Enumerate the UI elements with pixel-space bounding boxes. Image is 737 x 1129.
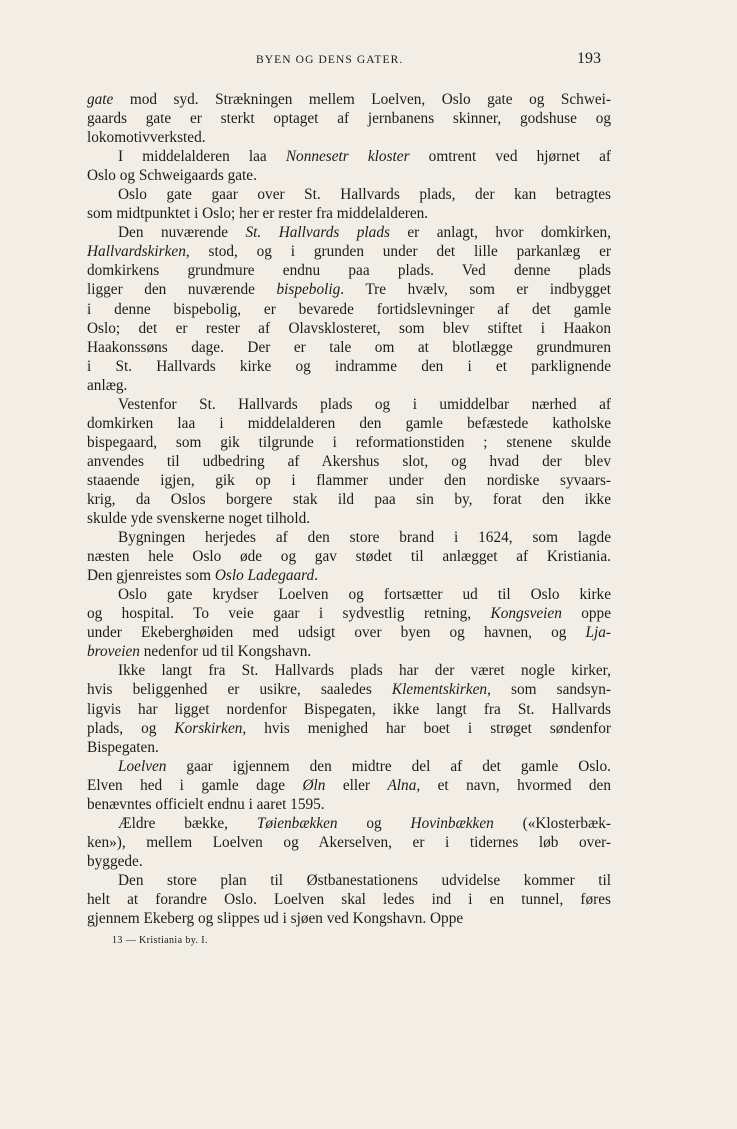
- italic-term: Alna: [387, 776, 417, 794]
- text-line: [87, 280, 611, 299]
- text-run: Den gjenreistes som: [87, 567, 215, 585]
- text-run: anlæg.: [87, 376, 128, 394]
- text-line: [87, 528, 611, 547]
- italic-term: Oslo Ladegaard: [214, 567, 315, 585]
- text-line: [87, 490, 611, 509]
- text-line: [87, 242, 611, 261]
- text-run: Den nuværende: [118, 224, 246, 242]
- text-run: og: [337, 814, 411, 832]
- italic-term: Klementskirken: [391, 681, 488, 699]
- text-run: bispegaard, som gik tilgrunde i reformationstiden ; stenene skulde: [87, 433, 611, 451]
- italic-term: bispebolig: [276, 281, 341, 299]
- text-line: [87, 566, 611, 585]
- text-run: lokomotivverksted.: [87, 129, 206, 147]
- text-run: under Ekeberghøiden med udsigt over byen og havnen, og: [87, 624, 586, 642]
- text-line: [87, 261, 611, 280]
- italic-term: Øln: [302, 776, 326, 794]
- text-run: skulde yde svenskerne noget tilhold.: [87, 510, 311, 528]
- text-run: benævntes officielt endnu i aaret 1595.: [87, 795, 325, 813]
- page-header: [0, 50, 737, 74]
- text-line: [87, 814, 611, 833]
- text-line: [87, 890, 611, 909]
- text-line: [87, 471, 611, 490]
- text-run: Bygningen herjedes af den store brand i 1624, som lagde: [118, 529, 611, 547]
- italic-term: Korskirken: [174, 719, 243, 737]
- text-line: [87, 623, 611, 642]
- text-run: Oslo gate krydser Loelven og fortsætter ud til Oslo kirke: [118, 586, 611, 604]
- text-run: krig, da Oslos borgere stak ild paa sin by, forat den ikke: [87, 490, 611, 508]
- text-run: Oslo gate gaar over St. Hallvards plads, der kan betragtes: [118, 186, 611, 204]
- text-run: og hospital. To veie gaar i sydvestlig retning,: [87, 605, 491, 623]
- text-run: helt at forandre Oslo. Loelven skal ledes ind i en tunnel, føres: [87, 890, 611, 908]
- text-line: [87, 223, 611, 242]
- page-number: 193: [577, 50, 601, 67]
- text-line: [87, 128, 611, 147]
- italic-term: Lja-: [585, 624, 611, 642]
- text-run: («Klosterbæk-: [493, 814, 612, 832]
- text-run: ken»), mellem Loelven og Akerselven, er i tidernes løb over-: [87, 833, 611, 851]
- italic-term: gate: [87, 91, 114, 108]
- text-line: [87, 433, 611, 452]
- italic-term: St. Hallvards plads: [245, 224, 390, 242]
- text-line: [87, 185, 611, 204]
- text-line: [87, 300, 611, 319]
- text-line: [87, 795, 611, 814]
- text-run: anvendes til udbedring af Akershus slot, og hvad der blev: [87, 452, 611, 470]
- text-run: oppe: [561, 605, 611, 623]
- text-run: gjennem Ekeberg og slippes ud i sjøen ved Kongshavn. Oppe: [87, 910, 464, 928]
- text-line: [87, 204, 611, 223]
- text-line: [87, 109, 611, 128]
- text-line: [87, 604, 611, 623]
- text-run: eller: [325, 776, 388, 794]
- text-run: . Tre hvælv, som er indbygget: [340, 281, 612, 299]
- text-run: byggede.: [87, 852, 143, 870]
- text-run: , stod, og i grunden under det lille parkanlæg er: [185, 243, 611, 261]
- text-line: [87, 509, 611, 528]
- italic-term: Hallvardskirken: [87, 243, 186, 261]
- text-line: [87, 166, 611, 185]
- text-run: , et navn, hvormed den: [416, 776, 611, 794]
- text-line: [87, 319, 611, 338]
- text-line: [87, 585, 611, 604]
- text-line: [87, 871, 611, 890]
- text-line: [87, 376, 611, 395]
- text-line: [87, 357, 611, 376]
- text-run: domkirken laa i middelalderen den gamle befæstede katholske: [87, 414, 611, 432]
- text-run: Bispegaten.: [87, 738, 159, 756]
- text-run: næsten hele Oslo øde og gav stødet til anlægget af Kristiania.: [87, 548, 611, 566]
- text-run: Ældre bække,: [118, 814, 257, 832]
- text-run: som midtpunktet i Oslo; her er rester fra middelalderen.: [87, 205, 429, 223]
- text-run: Haakonssøns dage. Der er tale om at blotlægge grundmuren: [87, 338, 611, 356]
- text-run: staaende igjen, gik op i flammer under den nordiske syvaars-: [87, 471, 611, 489]
- text-line: [87, 680, 611, 699]
- text-line: [87, 414, 611, 433]
- running-title: BYEN OG DENS GATER.: [256, 54, 404, 66]
- text-run: mod syd. Strækningen mellem Loelven, Oslo gate og Schwei-: [113, 91, 611, 108]
- text-line: [87, 776, 611, 795]
- text-run: domkirkens grundmure endnu paa plads. Ved denne plads: [87, 262, 611, 280]
- text-line: [87, 90, 611, 109]
- text-line: [87, 661, 611, 680]
- text-line: [87, 452, 611, 471]
- text-run: ligger den nuværende: [87, 281, 277, 299]
- text-run: plads, og: [87, 719, 175, 737]
- text-line: [87, 147, 611, 166]
- italic-term: Nonnesetr kloster: [285, 148, 410, 166]
- text-run: nedenfor ud til Kongshavn.: [139, 643, 312, 661]
- text-run: hvis beliggenhed er usikre, saaledes: [87, 681, 392, 699]
- text-line: [87, 338, 611, 357]
- text-run: Oslo og Schweigaards gate.: [87, 167, 257, 185]
- text-run: , hvis menighed har boet i strøget søndenfor: [242, 719, 611, 737]
- text-run: gaards gate er sterkt optaget af jernbanens skinner, godshuse og: [87, 110, 611, 128]
- text-run: i denne bispebolig, er bevarede fortidslevninger af det gamle: [87, 300, 611, 318]
- body-text: [87, 90, 611, 928]
- text-line: [87, 833, 611, 852]
- italic-term: broveien: [87, 643, 140, 661]
- italic-term: Hovinbækken: [410, 814, 494, 832]
- text-run: Den store plan til Østbanestationens udvidelse kommer til: [118, 871, 611, 889]
- text-run: Vestenfor St. Hallvards plads og i umiddelbar nærhed af: [118, 395, 611, 413]
- italic-term: Tøienbækken: [256, 814, 338, 832]
- text-line: [87, 642, 611, 661]
- text-run: i St. Hallvards kirke og indramme den i et parklignende: [87, 357, 611, 375]
- text-run: Elven hed i gamle dage: [87, 776, 303, 794]
- text-line: [87, 738, 611, 757]
- text-line: [87, 700, 611, 719]
- text-line: [87, 547, 611, 566]
- text-run: gaar igjennem den midtre del af det gamle Oslo.: [166, 757, 611, 775]
- text-run: .: [314, 567, 318, 585]
- text-run: er anlagt, hvor domkirken,: [389, 224, 611, 242]
- italic-term: Kongsveien: [490, 605, 562, 623]
- italic-term: Loelven: [118, 757, 167, 775]
- text-line: [87, 719, 611, 738]
- text-run: Ikke langt fra St. Hallvards plads har der været nogle kirker,: [118, 662, 611, 680]
- printer-signature: 13 — Kristiania by. I.: [112, 935, 208, 946]
- text-run: ligvis har ligget nordenfor Bispegaten, ikke langt fra St. Hallvards: [87, 700, 611, 718]
- text-run: omtrent ved hjørnet af: [409, 148, 611, 166]
- text-line: [87, 395, 611, 414]
- text-line: [87, 757, 611, 776]
- text-run: Oslo; det er rester af Olavsklosteret, som blev stiftet i Haakon: [87, 319, 611, 337]
- text-line: [87, 909, 611, 928]
- text-run: I middelalderen laa: [118, 148, 286, 166]
- text-line: [87, 852, 611, 871]
- text-run: , som sandsyn-: [487, 681, 612, 699]
